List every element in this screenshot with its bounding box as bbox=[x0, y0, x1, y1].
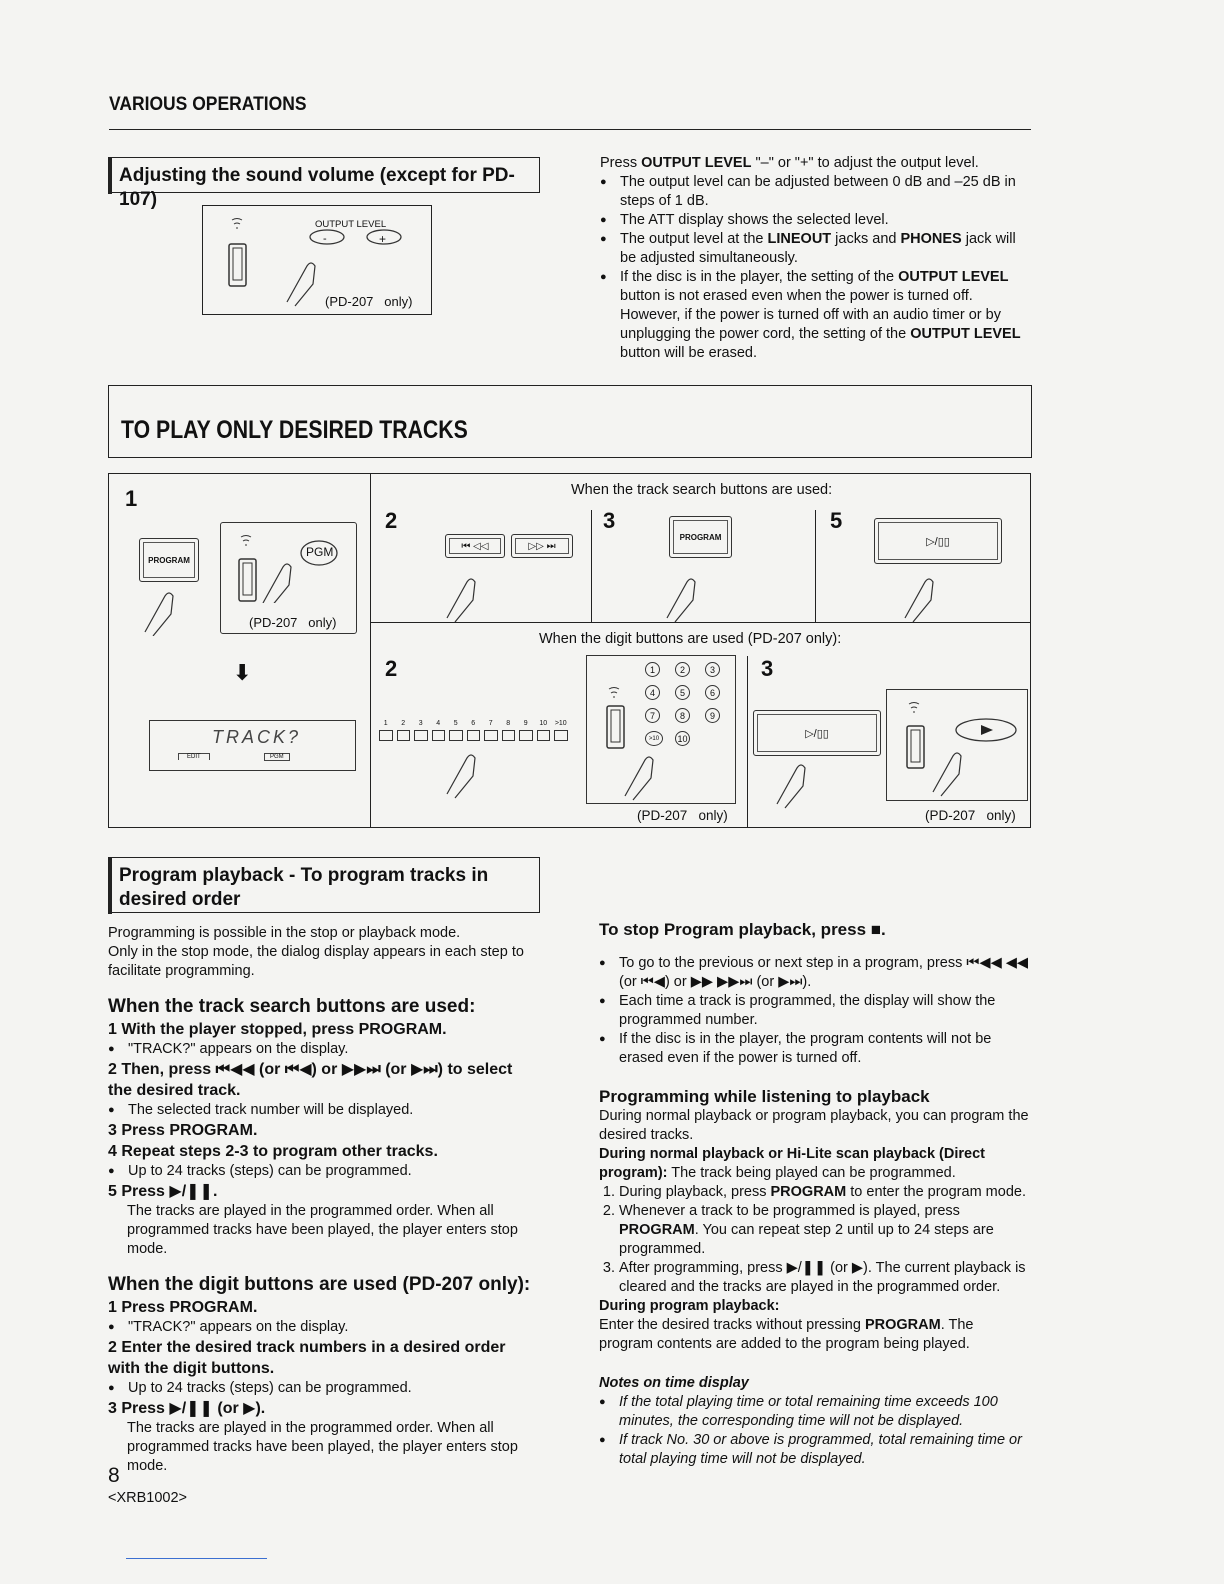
digit-key bbox=[537, 730, 551, 741]
remote-digit-key: 10 bbox=[675, 731, 690, 746]
digit-label: 5 bbox=[453, 720, 458, 727]
program-heading: Program playback - To program tracks in desired order bbox=[108, 857, 540, 913]
step-item: 2 Enter the desired track numbers in a desired order with the digit buttons. bbox=[108, 1339, 506, 1377]
digit-heading: When the digit buttons are used (PD-207 only): bbox=[108, 1274, 531, 1295]
digit-button-row bbox=[377, 720, 577, 746]
digit-key bbox=[502, 730, 516, 741]
track-search-caption: When the track search buttons are used: bbox=[571, 482, 833, 498]
track-search-heading: When the track search buttons are used: bbox=[108, 996, 476, 1017]
remote-digit-key: 4 bbox=[645, 685, 660, 700]
note-item: ● If track No. 30 or above is programmed, total remaining time or total playing time will not be displayed. bbox=[599, 1431, 1031, 1469]
header-rule bbox=[109, 129, 1031, 130]
step-number: 2 bbox=[385, 656, 398, 681]
listen-heading: Programming while listening to playback bbox=[599, 1087, 930, 1106]
note-item: ● If the total playing time or total remaining time exceeds 100 minutes, the corresponding time will not be displayed. bbox=[599, 1393, 1031, 1431]
document-code: <XRB1002> bbox=[108, 1490, 188, 1506]
info-bullet: ● To go to the previous or next step in a program, press ⏮◀◀ ◀◀ (or ⏮◀) or ▶▶ ▶▶⏭ (or ▶⏭). bbox=[599, 954, 1031, 992]
digit-key bbox=[449, 730, 463, 741]
remote-digit-keys bbox=[637, 662, 733, 754]
remote-digit-key: 2 bbox=[675, 662, 690, 677]
digit-key bbox=[519, 730, 533, 741]
steps-diagram bbox=[108, 473, 1031, 828]
digit-label: >10 bbox=[554, 720, 567, 727]
digit-label: 10 bbox=[539, 720, 548, 727]
numbered-item: 2. Whenever a track to be programmed is played, press PROGRAM. You can repeat step 2 until up to 24 steps are programmed. bbox=[619, 1202, 1031, 1259]
step-number: 2 bbox=[385, 508, 398, 533]
step-item: 3 Press PROGRAM. bbox=[108, 1122, 258, 1139]
title-box bbox=[108, 385, 1032, 458]
digit-key bbox=[467, 730, 481, 741]
digit-label: 9 bbox=[523, 720, 528, 727]
during-text: Enter the desired tracks without pressing PROGRAM. The program contents are added to the program being played. bbox=[599, 1317, 974, 1352]
page-title: TO PLAY ONLY DESIRED TRACKS bbox=[121, 416, 468, 444]
digit-label: 8 bbox=[506, 720, 511, 727]
play-icon bbox=[981, 725, 993, 735]
program-intro: Only in the stop mode, the dialog display appears in each step to facilitate programming. bbox=[108, 944, 524, 979]
step-note: The tracks are played in the programmed order. When all programmed tracks have been played, the player enters stop mode. bbox=[127, 1203, 518, 1257]
play-pause-button: ▷/▯▯ bbox=[874, 518, 1002, 564]
digit-label: 6 bbox=[471, 720, 476, 727]
remote-digit-key: 8 bbox=[675, 708, 690, 723]
minus-button-label: - bbox=[323, 233, 327, 245]
remote-digit-key: 7 bbox=[645, 708, 660, 723]
plus-button-label: + bbox=[379, 232, 387, 246]
step-note: ● "TRACK?" appears on the display. bbox=[108, 1040, 540, 1059]
info-bullet: ● Each time a track is programmed, the display will show the programmed number. bbox=[599, 992, 1031, 1030]
finger-icon bbox=[661, 574, 711, 624]
info-bullet: ● If the disc is in the player, the program contents will not be erased even if the power is turned off. bbox=[599, 1030, 1031, 1068]
digit-label: 1 bbox=[383, 720, 388, 727]
digit-caption: When the digit buttons are used (PD-207 only): bbox=[539, 631, 842, 647]
volume-intro: Press OUTPUT LEVEL "–" or "+" to adjust the output level. bbox=[600, 155, 979, 171]
volume-heading: Adjusting the sound volume (except for PD-107) bbox=[108, 157, 540, 193]
volume-bullet: ● The ATT display shows the selected level. bbox=[600, 211, 1032, 230]
remote-digit-key: >10 bbox=[645, 731, 663, 746]
volume-instructions bbox=[600, 154, 1032, 363]
section-header: VARIOUS OPERATIONS bbox=[109, 94, 307, 115]
program-intro: Programming is possible in the stop or playback mode. bbox=[108, 925, 461, 941]
model-note: (PD-207 only) bbox=[325, 294, 413, 309]
digit-label: 2 bbox=[401, 720, 406, 727]
display-pgm: PGM bbox=[264, 753, 290, 761]
volume-bullet: ● The output level at the LINEOUT jacks and PHONES jack will be adjusted simultaneously. bbox=[600, 230, 1032, 268]
finger-icon bbox=[899, 574, 949, 624]
model-note: (PD-207 only) bbox=[637, 808, 728, 823]
digit-label: 4 bbox=[436, 720, 441, 727]
output-level-label: OUTPUT LEVEL bbox=[315, 219, 387, 230]
page-number: 8 bbox=[108, 1464, 120, 1487]
direct-program: During normal playback or Hi-Lite scan playback (Direct program): The track being played can be programmed. bbox=[599, 1146, 985, 1181]
finger-icon bbox=[771, 760, 821, 810]
next-button: ▷▷ ⏭ bbox=[511, 534, 573, 558]
step-item: 2 Then, press ⏮◀◀ (or ⏮◀) or ▶▶⏭ (or ▶⏭) to select the desired track. bbox=[108, 1061, 513, 1099]
volume-bullet: ● If the disc is in the player, the setting of the OUTPUT LEVEL button is not erased even when the power is turned off. However, if the power is turned off with an audio timer or by unplugging the power cord, the setting of the OUTPUT LEVEL button will be erased. bbox=[600, 268, 1032, 363]
digit-key bbox=[397, 730, 411, 741]
finger-icon bbox=[441, 574, 491, 624]
play-pause-button: ▷/▯▯ bbox=[753, 710, 881, 756]
finger-icon bbox=[441, 750, 491, 800]
step-number: 3 bbox=[761, 656, 774, 681]
display-text: TRACK? bbox=[212, 727, 302, 747]
program-instructions bbox=[108, 924, 540, 1476]
remote-digit-key: 9 bbox=[705, 708, 720, 723]
step-note: The tracks are played in the programmed order. When all programmed tracks have been played, the player enters stop mode. bbox=[127, 1420, 518, 1474]
digit-key bbox=[379, 730, 393, 741]
digit-key bbox=[414, 730, 428, 741]
arrow-down-icon: ⬇ bbox=[233, 660, 252, 685]
step-note: ● Up to 24 tracks (steps) can be programmed. bbox=[108, 1162, 540, 1181]
volume-diagram bbox=[202, 205, 432, 315]
footer-link-line bbox=[126, 1558, 267, 1559]
step-item: 1 With the player stopped, press PROGRAM. bbox=[108, 1021, 447, 1038]
step-note: ● "TRACK?" appears on the display. bbox=[108, 1318, 540, 1337]
finger-icon bbox=[139, 586, 189, 636]
digit-label: 3 bbox=[418, 720, 423, 727]
play-remote-panel bbox=[886, 689, 1028, 801]
stop-heading: To stop Program playback, press ■. bbox=[599, 920, 886, 939]
step-item: 4 Repeat steps 2-3 to program other tracks. bbox=[108, 1143, 438, 1160]
step-note: ● The selected track number will be displayed. bbox=[108, 1101, 540, 1120]
pgm-button-label: PGM bbox=[306, 545, 334, 559]
right-column bbox=[599, 919, 1031, 1469]
remote-panel bbox=[220, 522, 357, 634]
step-item: 5 Press ▶/❚❚. bbox=[108, 1183, 218, 1200]
numbered-item: 1. During playback, press PROGRAM to enter the program mode. bbox=[619, 1183, 1031, 1202]
model-note: (PD-207 only) bbox=[925, 808, 1016, 823]
during-heading: During program playback: bbox=[599, 1298, 780, 1314]
digit-key bbox=[484, 730, 498, 741]
step-number: 5 bbox=[830, 508, 843, 533]
step-item: 1 Press PROGRAM. bbox=[108, 1299, 258, 1316]
program-button: PROGRAM bbox=[139, 538, 199, 582]
remote-digit-key: 5 bbox=[675, 685, 690, 700]
volume-bullet: ● The output level can be adjusted between 0 dB and –25 dB in steps of 1 dB. bbox=[600, 173, 1032, 211]
step-number: 1 bbox=[125, 486, 138, 511]
step-number: 3 bbox=[603, 508, 616, 533]
model-note: (PD-207 only) bbox=[249, 615, 337, 630]
digit-key bbox=[554, 730, 568, 741]
digit-remote-panel bbox=[586, 655, 736, 804]
digit-key bbox=[432, 730, 446, 741]
program-button: PROGRAM bbox=[669, 516, 732, 558]
prev-button: ⏮ ◁◁ bbox=[445, 534, 505, 558]
numbered-item: 3. After programming, press ▶/❚❚ (or ▶). The current playback is cleared and the tracks are played in the programmed order. bbox=[619, 1259, 1031, 1297]
digit-label: 7 bbox=[488, 720, 493, 727]
step-item: 3 Press ▶/❚❚ (or ▶). bbox=[108, 1400, 266, 1417]
display-panel bbox=[149, 720, 356, 771]
display-edit: EDIT bbox=[178, 753, 210, 760]
remote-digit-key: 6 bbox=[705, 685, 720, 700]
step-note: ● Up to 24 tracks (steps) can be programmed. bbox=[108, 1379, 540, 1398]
notes-heading: Notes on time display bbox=[599, 1375, 749, 1391]
remote-digit-key: 3 bbox=[705, 662, 720, 677]
remote-digit-key: 1 bbox=[645, 662, 660, 677]
listen-intro: During normal playback or program playback, you can program the desired tracks. bbox=[599, 1108, 1029, 1143]
